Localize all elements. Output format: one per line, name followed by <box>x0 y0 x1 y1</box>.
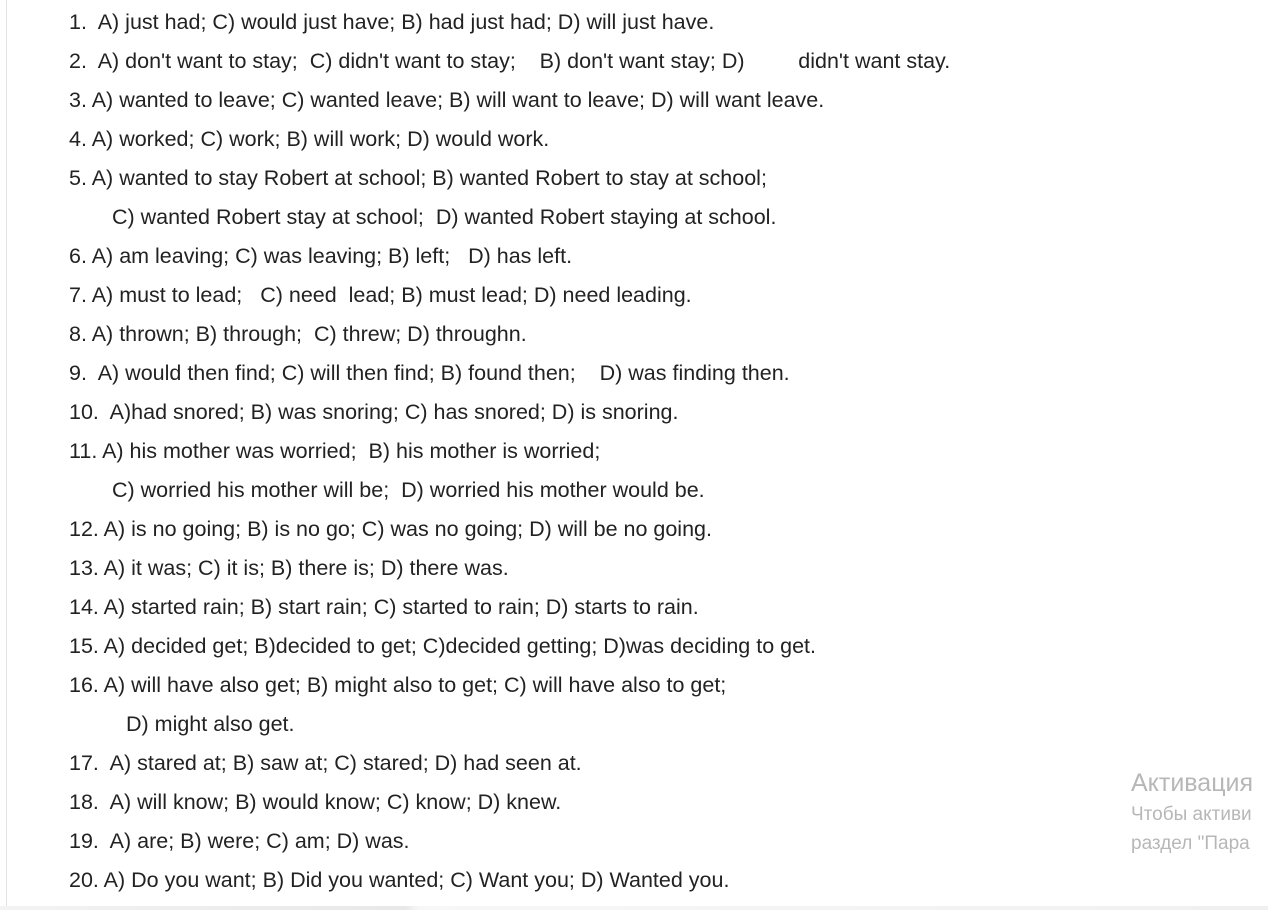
answer-line-17: 17. A) stared at; B) saw at; C) stared; D) had seen at. <box>69 751 582 775</box>
answer-line-6: 6. A) am leaving; C) was leaving; B) left; D) has left. <box>69 244 573 268</box>
answer-line-5-continued: C) wanted Robert stay at school; D) wanted Robert staying at school. <box>112 205 777 229</box>
answer-line-9: 9. A) would then find; C) will then find; B) found then; D) was finding then. <box>69 361 790 385</box>
answer-line-5: 5. A) wanted to stay Robert at school; B) wanted Robert to stay at school; <box>69 166 767 190</box>
answer-line-19: 19. A) are; B) were; C) am; D) was. <box>69 829 410 853</box>
activation-watermark-line-2: раздел "Пара <box>1131 833 1250 854</box>
answer-line-13: 13. A) it was; C) it is; B) there is; D) there was. <box>69 556 509 580</box>
windows-activation-watermark <box>1131 766 1253 858</box>
answer-line-16-continued: D) might also get. <box>126 712 295 736</box>
activation-watermark-line-1: Чтобы активи <box>1131 804 1252 825</box>
answer-line-8: 8. A) thrown; B) through; C) threw; D) throughn. <box>69 322 527 346</box>
answer-line-2: 2. A) don't want to stay; C) didn't want to stay; B) don't want stay; D) didn't want stay. <box>69 49 951 73</box>
answer-line-14: 14. A) started rain; B) start rain; C) started to rain; D) starts to rain. <box>69 595 699 619</box>
answer-line-18: 18. A) will know; B) would know; C) know; D) knew. <box>69 790 562 814</box>
answer-options-document <box>0 3 1268 900</box>
answer-line-11: 11. A) his mother was worried; B) his mother is worried; <box>69 439 601 463</box>
bottom-edge-strip <box>0 906 1268 910</box>
answer-line-12: 12. A) is no going; B) is no go; C) was no going; D) will be no going. <box>69 517 712 541</box>
answer-line-3: 3. A) wanted to leave; C) wanted leave; B) will want to leave; D) will want leave. <box>69 88 825 112</box>
answer-line-20: 20. A) Do you want; B) Did you wanted; C) Want you; D) Wanted you. <box>69 868 730 892</box>
answer-line-10: 10. A)had snored; B) was snoring; C) has snored; D) is snoring. <box>69 400 679 424</box>
answer-line-11-continued: C) worried his mother will be; D) worried his mother would be. <box>112 478 705 502</box>
answer-line-16: 16. A) will have also get; B) might also to get; C) will have also to get; <box>69 673 727 697</box>
answer-line-15: 15. A) decided get; B)decided to get; C)decided getting; D)was deciding to get. <box>69 634 816 658</box>
answer-line-4: 4. A) worked; C) work; B) will work; D) would work. <box>69 127 550 151</box>
answer-line-1: 1. A) just had; C) would just have; B) had just had; D) will just have. <box>69 10 715 34</box>
activation-watermark-title: Активация <box>1131 769 1254 797</box>
answer-line-7: 7. A) must to lead; C) need lead; B) must lead; D) need leading. <box>69 283 692 307</box>
